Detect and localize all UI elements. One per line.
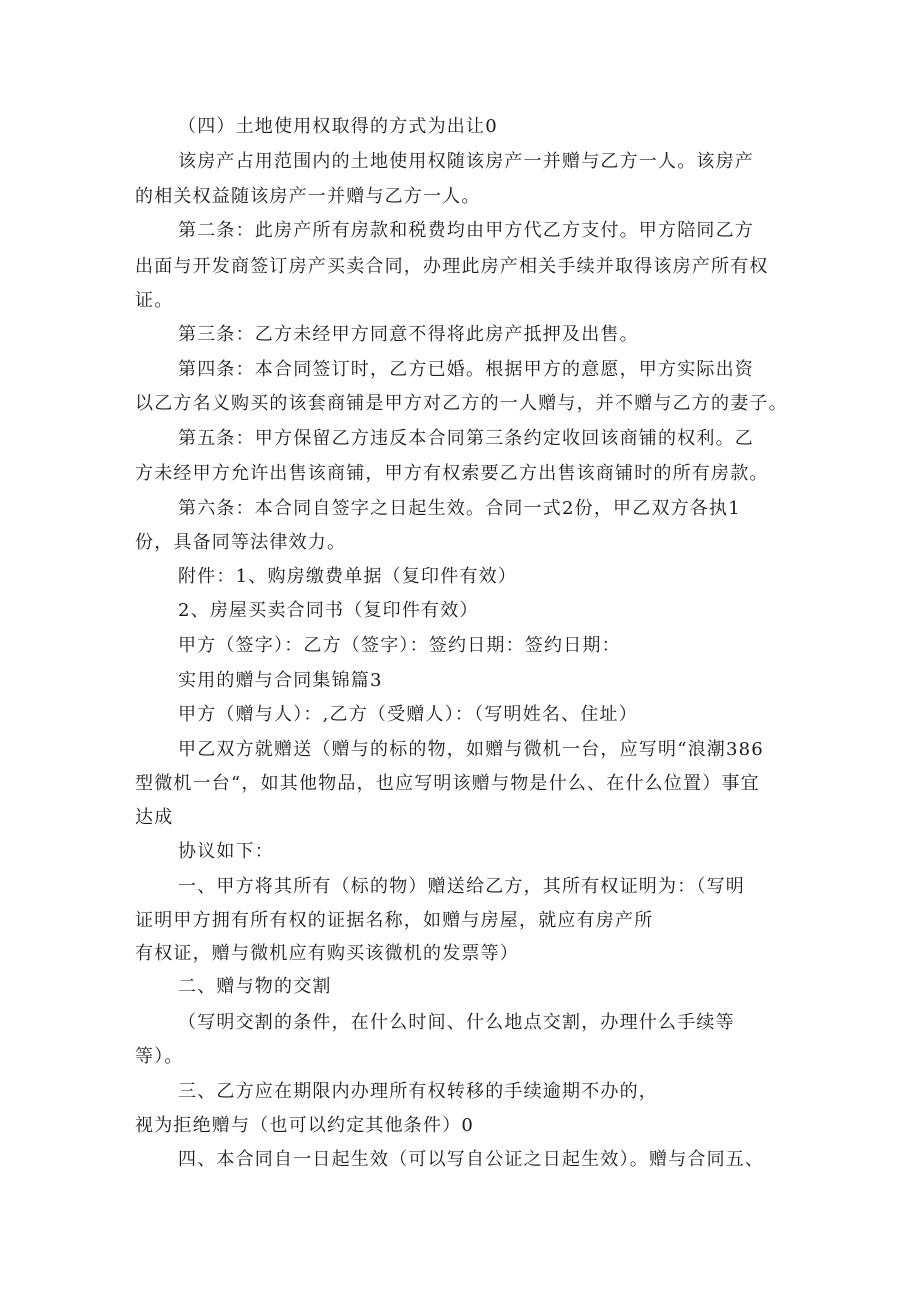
text-line: 第四条：本合同签订时，乙方已婚。根据甲方的意愿，甲方实际出资	[178, 359, 754, 380]
text-line: 该房产占用范围内的土地使用权随该房产一并赠与乙方一人。该房产	[178, 151, 754, 172]
text-line: 的相关权益随该房产一并赠与乙方一人。	[135, 186, 481, 207]
text-line: 第六条：本合同自签字之日起生效。合同一式2份，甲乙双方各执1	[178, 498, 741, 519]
text-line: 型微机一台“，如其他物品，也应写明该赠与物是什么、在什么位置）事宜	[135, 773, 760, 794]
text-line: 四、本合同自一日起生效（可以写自公证之日起生效）。赠与合同五、	[178, 1149, 765, 1170]
text-line: （写明交割的条件，在什么时间、什么地点交割，办理什么手续等	[178, 1012, 735, 1033]
text-line: 份，具备同等法律效力。	[135, 532, 347, 553]
text-line: 第三条：乙方未经甲方同意不得将此房产抵押及出售。	[178, 324, 639, 345]
text-line: 证明甲方拥有所有权的证据名称，如赠与房屋，就应有房产所	[135, 910, 654, 931]
text-line: 协议如下：	[178, 841, 274, 862]
text-line: 以乙方名义购买的该套商铺是甲方对乙方的一人赠与，并不赠与乙方的妻子。	[135, 393, 788, 414]
text-line: 出面与开发商签订房产买卖合同，办理此房产相关手续并取得该房产所有权	[135, 256, 769, 277]
text-line: （四）土地使用权取得的方式为出让0	[178, 116, 498, 137]
text-line: 2、房屋买卖合同书（复印件有效）	[178, 600, 479, 621]
text-line: 有权证，赠与微机应有购买该微机的发票等）	[135, 943, 519, 964]
text-line: 等）。	[135, 1046, 184, 1067]
text-line: 视为拒绝赠与（也可以约定其他条件）0	[135, 1115, 475, 1136]
text-line: 附件：1、购房缴费单据（复印件有效）	[178, 566, 518, 587]
text-line: 甲方（签字）：乙方（签字）：签约日期：签约日期：	[178, 635, 621, 656]
text-line: 三、乙方应在期限内办理所有权转移的手续逾期不办的，	[178, 1081, 658, 1102]
text-line: 一、甲方将其所有（标的物）赠送给乙方，其所有权证明为：（写明	[178, 876, 745, 897]
text-line: 二、赠与物的交割	[178, 976, 332, 997]
text-line: 达成	[135, 807, 174, 828]
text-line: 甲乙双方就赠送（赠与的标的物，如赠与微机一台，应写明“浪潮386	[178, 739, 764, 760]
section-heading: 实用的赠与合同集锦篇3	[178, 670, 383, 691]
text-line: 甲方（赠与人）：,乙方（受赠人）：（写明姓名、住址）	[178, 704, 638, 725]
text-line: 第五条：甲方保留乙方违反本合同第三条约定收回该商铺的权利。乙	[178, 428, 754, 449]
text-line: 证。	[135, 290, 174, 311]
text-line: 方未经甲方允许出售该商铺，甲方有权索要乙方出售该商铺时的所有房款。	[135, 463, 769, 484]
text-line: 第二条：此房产所有房款和税费均由甲方代乙方支付。甲方陪同乙方	[178, 220, 754, 241]
